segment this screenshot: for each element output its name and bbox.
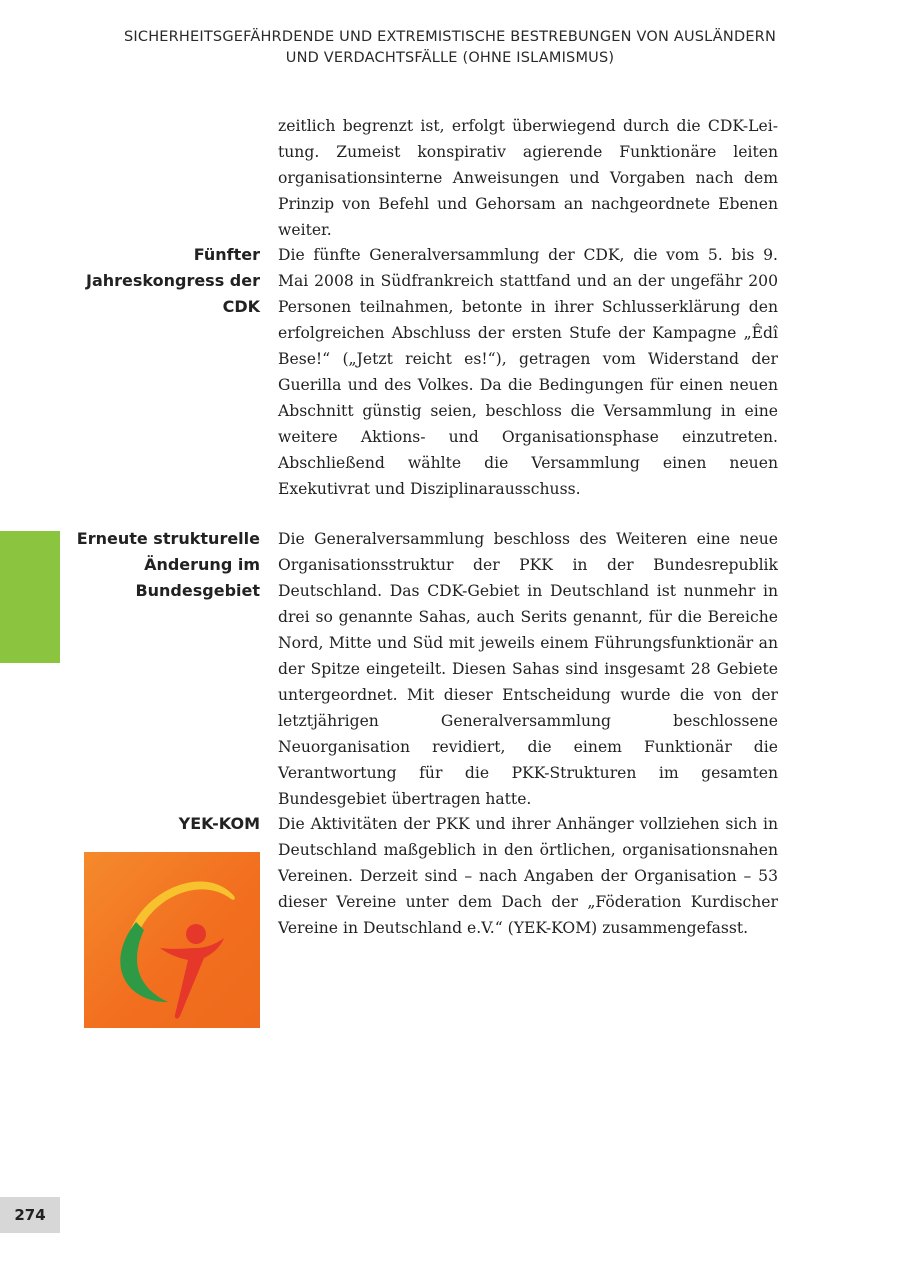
logo-figure-head [186, 924, 206, 944]
section-heading-yek-kom: YEK-KOM [178, 814, 260, 833]
running-header [60, 27, 840, 69]
intro-paragraph: zeitlich begrenzt ist, erfolgt überwiegend durch die CDK-Leitung. Zumeist konspirativ agierende Funktionäre leiten organisationsinterne Anweisungen und Vorgaben nach dem Prinzip von Befehl und Gehorsam an nachgeordnete Ebenen weiter. [278, 117, 778, 239]
logo-figure-body [160, 938, 224, 1019]
page-number: 274 [0, 1197, 60, 1233]
running-header-line-1: SICHERHEITSGEFÄHRDENDE UND EXTREMISTISCHE BESTREBUNGEN VON AUSLÄNDERN [123, 29, 777, 45]
logo-yellow-arc [126, 882, 235, 944]
logo-green-arc [120, 922, 168, 1002]
chapter-color-tab [0, 531, 60, 663]
section-paragraph-strukturaenderung: Die Generalversammlung beschloss des Weiteren eine neue Organisationsstruktur der PKK in der Bundesrepublik Deutschland. Das CDK-Gebiet in Deutschland ist nunmehr in drei so genannte Sahas, auch Serits genannt, für die Bereiche Nord, Mitte und Süd mit jeweils einem Führungsfunktionär an der Spitze eingeteilt. Diesen Sahas sind insgesamt 28 Gebiete untergeordnet. Mit dieser Entscheidung wurde die von der letztjährigen Generalversammlung beschlossene Neuorganisation revidiert, die einem Funktionär die Verantwortung für die PKK-Strukturen im gesamten Bundesgebiet übertragen hatte. [278, 530, 778, 808]
section-heading-strukturaenderung: Erneute strukturelle Änderung im Bundesgebiet [76, 529, 260, 600]
section-paragraph-jahreskongress: Die fünfte Generalversammlung der CDK, die vom 5. bis 9. Mai 2008 in Südfrankreich stattfand und an der ungefähr 200 Personen teilnahmen, betonte in ihrer Schlusserklärung den erfolgreichen Abschluss der ersten Stufe der Kampagne „Êdî Bese!“ („Jetzt reicht es!“), getragen vom Widerstand der Guerilla und des Volkes. Da die Bedingungen für einen neuen Abschnitt günstig seien, beschloss die Versammlung in eine weitere Aktions- und Organisationsphase einzutreten. Abschließend wählte die Versammlung einen neuen Exekutivrat und Disziplinarausschuss. [278, 246, 778, 498]
running-header-line-2: UND VERDACHTSFÄLLE (OHNE ISLAMISMUS) [285, 50, 615, 66]
yek-kom-logo [84, 852, 260, 1028]
section-heading-jahreskongress: Fünfter Jahreskongress der CDK [85, 245, 260, 316]
section-paragraph-yek-kom: Die Aktivitäten der PKK und ihrer Anhänger vollziehen sich in Deutschland maßgeblich in den örtlichen, organisationsnahen Vereinen. Derzeit sind – nach Angaben der Organisation – 53 dieser Vereine unter dem Dach der „Föderation Kurdischer Vereine in Deutschland e.V.“ (YEK-KOM) zusammengefasst. [278, 815, 778, 937]
